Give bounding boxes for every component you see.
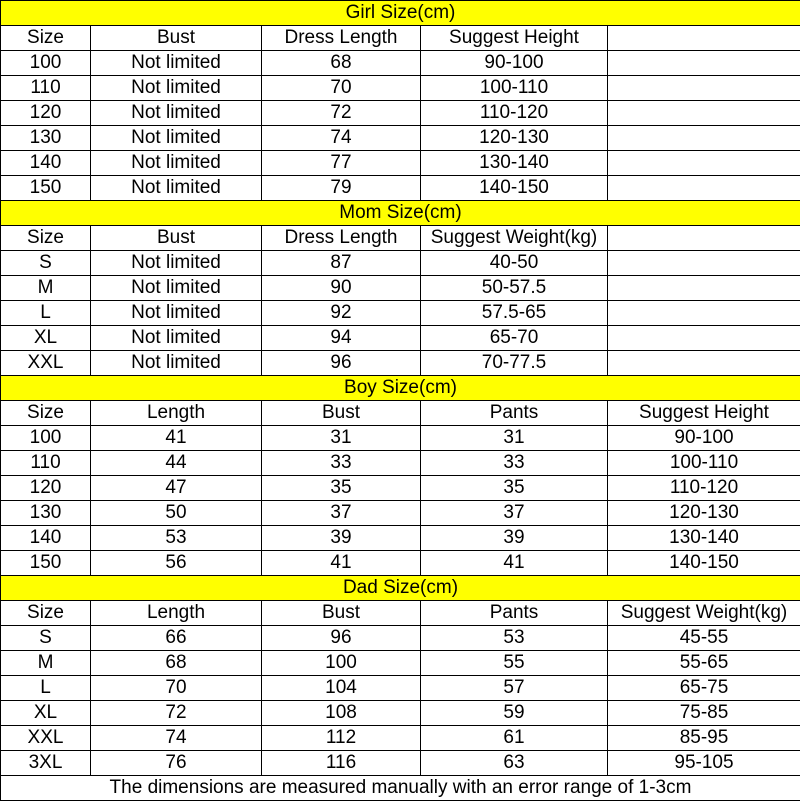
boy-section-title: Boy Size(cm): [1, 376, 800, 401]
table-row: [1, 276, 800, 301]
size-cell: M: [1, 276, 91, 301]
value-cell: 39: [421, 526, 608, 551]
measurement-note: The dimensions are measured manually with an error range of 1-3cm: [1, 776, 800, 801]
size-cell: 120: [1, 101, 91, 126]
value-cell: 130-140: [421, 151, 608, 176]
value-cell: 100-110: [608, 451, 800, 476]
mom-header-row: [1, 226, 800, 251]
size-cell: 150: [1, 551, 91, 576]
value-cell: 75-85: [608, 701, 800, 726]
table-row: [1, 76, 800, 101]
value-cell: 59: [421, 701, 608, 726]
size-cell: XL: [1, 326, 91, 351]
value-cell: 130-140: [608, 526, 800, 551]
table-row: [1, 526, 800, 551]
value-cell: 70: [262, 76, 421, 101]
table-row: [1, 701, 800, 726]
table-row: [1, 726, 800, 751]
value-cell: 66: [91, 626, 262, 651]
value-cell: [608, 76, 800, 101]
value-cell: 61: [421, 726, 608, 751]
value-cell: 70-77.5: [421, 351, 608, 376]
value-cell: Not limited: [91, 176, 262, 201]
value-cell: Not limited: [91, 251, 262, 276]
size-cell: 150: [1, 176, 91, 201]
value-cell: 74: [262, 126, 421, 151]
value-cell: Not limited: [91, 51, 262, 76]
value-cell: 96: [262, 351, 421, 376]
size-cell: L: [1, 676, 91, 701]
table-row: [1, 501, 800, 526]
value-cell: 50-57.5: [421, 276, 608, 301]
table-row: [1, 301, 800, 326]
value-cell: 33: [262, 451, 421, 476]
table-row: [1, 426, 800, 451]
value-cell: 112: [262, 726, 421, 751]
value-cell: 96: [262, 626, 421, 651]
column-header: Bust: [91, 26, 262, 51]
value-cell: 53: [421, 626, 608, 651]
column-header: Length: [91, 601, 262, 626]
value-cell: Not limited: [91, 276, 262, 301]
value-cell: [608, 126, 800, 151]
value-cell: [608, 101, 800, 126]
boy-title-row: [1, 376, 800, 401]
value-cell: Not limited: [91, 326, 262, 351]
table-row: [1, 651, 800, 676]
value-cell: 116: [262, 751, 421, 776]
column-header: Bust: [262, 401, 421, 426]
column-header: Dress Length: [262, 26, 421, 51]
value-cell: 57: [421, 676, 608, 701]
value-cell: Not limited: [91, 76, 262, 101]
value-cell: 94: [262, 326, 421, 351]
value-cell: 31: [421, 426, 608, 451]
value-cell: [608, 251, 800, 276]
column-header: [608, 226, 800, 251]
value-cell: 50: [91, 501, 262, 526]
value-cell: 79: [262, 176, 421, 201]
value-cell: 65-75: [608, 676, 800, 701]
size-cell: 100: [1, 51, 91, 76]
table-row: [1, 451, 800, 476]
value-cell: 77: [262, 151, 421, 176]
value-cell: 40-50: [421, 251, 608, 276]
mom-section-title: Mom Size(cm): [1, 201, 800, 226]
value-cell: 37: [262, 501, 421, 526]
column-header: Suggest Height: [608, 401, 800, 426]
value-cell: 33: [421, 451, 608, 476]
column-header: Bust: [91, 226, 262, 251]
value-cell: Not limited: [91, 101, 262, 126]
value-cell: 41: [262, 551, 421, 576]
table-row: [1, 126, 800, 151]
column-header: Pants: [421, 401, 608, 426]
size-cell: S: [1, 626, 91, 651]
value-cell: 53: [91, 526, 262, 551]
footer-row: [1, 776, 800, 801]
size-cell: 100: [1, 426, 91, 451]
value-cell: [608, 51, 800, 76]
size-cell: M: [1, 651, 91, 676]
value-cell: [608, 276, 800, 301]
table-row: [1, 476, 800, 501]
size-cell: 3XL: [1, 751, 91, 776]
value-cell: 41: [91, 426, 262, 451]
value-cell: 140-150: [608, 551, 800, 576]
value-cell: 110-120: [421, 101, 608, 126]
column-header: Suggest Height: [421, 26, 608, 51]
value-cell: Not limited: [91, 151, 262, 176]
value-cell: 120-130: [608, 501, 800, 526]
size-cell: 130: [1, 126, 91, 151]
value-cell: 39: [262, 526, 421, 551]
column-header: Size: [1, 26, 91, 51]
column-header: Suggest Weight(kg): [608, 601, 800, 626]
value-cell: [608, 326, 800, 351]
value-cell: 44: [91, 451, 262, 476]
value-cell: Not limited: [91, 126, 262, 151]
value-cell: 47: [91, 476, 262, 501]
value-cell: [608, 301, 800, 326]
column-header: Size: [1, 601, 91, 626]
size-cell: L: [1, 301, 91, 326]
value-cell: 74: [91, 726, 262, 751]
size-cell: XXL: [1, 351, 91, 376]
value-cell: 63: [421, 751, 608, 776]
girl-section-title: Girl Size(cm): [1, 1, 800, 26]
value-cell: [608, 151, 800, 176]
value-cell: 45-55: [608, 626, 800, 651]
column-header: [608, 26, 800, 51]
mom-title-row: [1, 201, 800, 226]
table-row: [1, 351, 800, 376]
column-header: Suggest Weight(kg): [421, 226, 608, 251]
size-cell: 130: [1, 501, 91, 526]
value-cell: 65-70: [421, 326, 608, 351]
value-cell: 100: [262, 651, 421, 676]
value-cell: 37: [421, 501, 608, 526]
value-cell: 90-100: [421, 51, 608, 76]
value-cell: 120-130: [421, 126, 608, 151]
size-cell: XL: [1, 701, 91, 726]
girl-header-row: [1, 26, 800, 51]
value-cell: Not limited: [91, 301, 262, 326]
value-cell: Not limited: [91, 351, 262, 376]
value-cell: 72: [262, 101, 421, 126]
size-cell: S: [1, 251, 91, 276]
value-cell: 55: [421, 651, 608, 676]
size-cell: 140: [1, 526, 91, 551]
value-cell: 140-150: [421, 176, 608, 201]
table-row: [1, 751, 800, 776]
size-cell: 110: [1, 451, 91, 476]
value-cell: 87: [262, 251, 421, 276]
column-header: Pants: [421, 601, 608, 626]
table-row: [1, 551, 800, 576]
table-row: [1, 251, 800, 276]
value-cell: 56: [91, 551, 262, 576]
size-cell: 140: [1, 151, 91, 176]
table-row: [1, 176, 800, 201]
table-row: [1, 626, 800, 651]
value-cell: 55-65: [608, 651, 800, 676]
value-cell: 57.5-65: [421, 301, 608, 326]
value-cell: [608, 176, 800, 201]
value-cell: [608, 351, 800, 376]
value-cell: 90-100: [608, 426, 800, 451]
value-cell: 31: [262, 426, 421, 451]
size-cell: 110: [1, 76, 91, 101]
table-row: [1, 676, 800, 701]
boy-header-row: [1, 401, 800, 426]
value-cell: 68: [262, 51, 421, 76]
column-header: Bust: [262, 601, 421, 626]
value-cell: 104: [262, 676, 421, 701]
value-cell: 95-105: [608, 751, 800, 776]
column-header: Length: [91, 401, 262, 426]
table-row: [1, 51, 800, 76]
value-cell: 108: [262, 701, 421, 726]
value-cell: 68: [91, 651, 262, 676]
size-cell: 120: [1, 476, 91, 501]
value-cell: 85-95: [608, 726, 800, 751]
value-cell: 41: [421, 551, 608, 576]
value-cell: 92: [262, 301, 421, 326]
column-header: Size: [1, 226, 91, 251]
dad-section-title: Dad Size(cm): [1, 576, 800, 601]
column-header: Dress Length: [262, 226, 421, 251]
column-header: Size: [1, 401, 91, 426]
table-row: [1, 151, 800, 176]
girl-title-row: [1, 1, 800, 26]
table-row: [1, 326, 800, 351]
size-cell: XXL: [1, 726, 91, 751]
value-cell: 110-120: [608, 476, 800, 501]
dad-title-row: [1, 576, 800, 601]
value-cell: 76: [91, 751, 262, 776]
value-cell: 35: [421, 476, 608, 501]
dad-header-row: [1, 601, 800, 626]
value-cell: 90: [262, 276, 421, 301]
value-cell: 100-110: [421, 76, 608, 101]
value-cell: 35: [262, 476, 421, 501]
value-cell: 72: [91, 701, 262, 726]
value-cell: 70: [91, 676, 262, 701]
table-row: [1, 101, 800, 126]
